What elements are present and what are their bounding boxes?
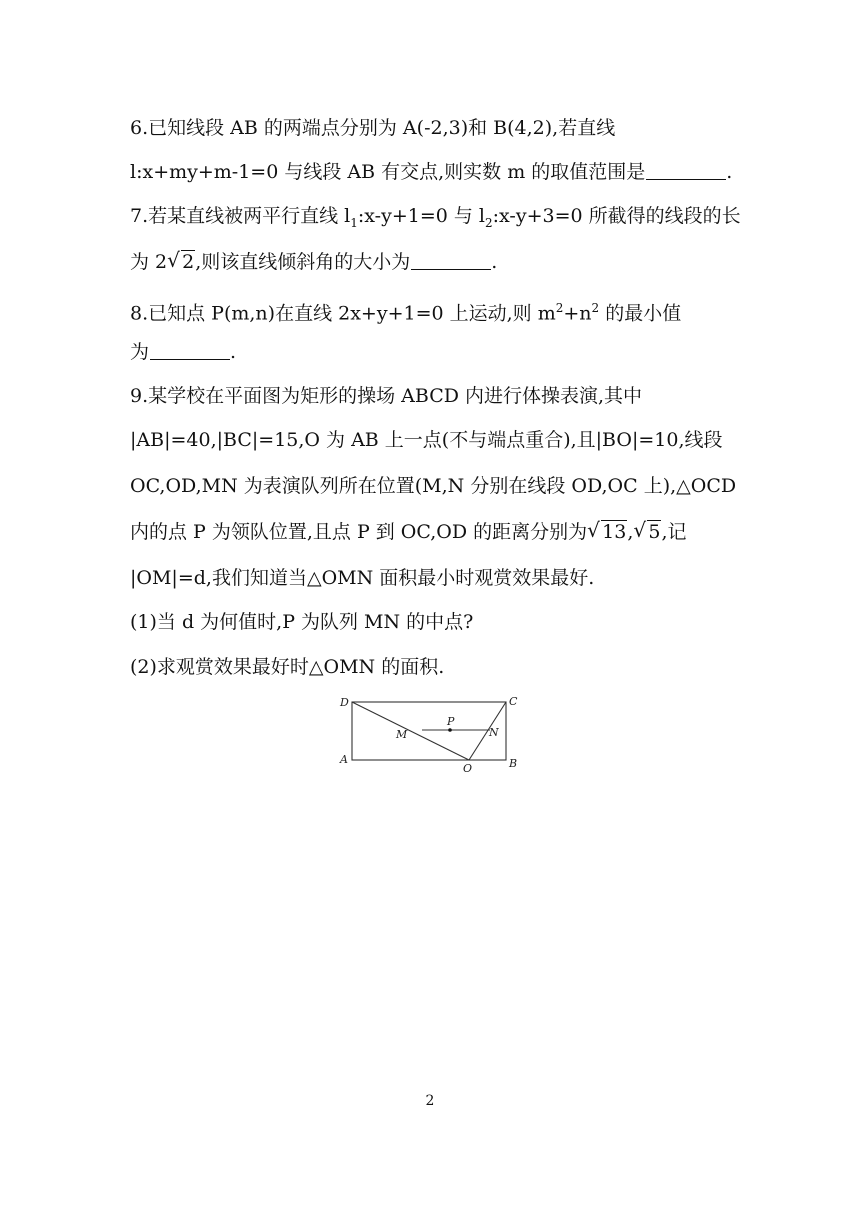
q7-sub1: 1: [350, 215, 358, 230]
geometry-figure: [338, 692, 522, 776]
answer-blank-q8[interactable]: [150, 341, 230, 360]
q7-text-c: :x-y+3=0 所截得的线段的长: [492, 205, 741, 227]
label-D: D: [340, 696, 349, 709]
q8-text-b: +n: [563, 302, 592, 325]
q6-line1: 6.已知线段 AB 的两端点分别为 A(-2,3)和 B(4,2),若直线: [130, 117, 616, 139]
label-M: M: [396, 728, 408, 741]
radical-sign: √: [633, 518, 647, 542]
label-P: P: [447, 715, 455, 728]
q8-text-c: 的最小值: [599, 302, 682, 325]
q9-sqrt1: [587, 518, 627, 546]
q9-line5: |OM|=d,我们知道当△OMN 面积最小时观赏效果最好.: [130, 567, 595, 589]
label-N: N: [489, 726, 499, 739]
q9-line2: |AB|=40,|BC|=15,O 为 AB 上一点(不与端点重合),且|BO|=10,线段: [130, 429, 723, 451]
q8-sup1: 2: [555, 301, 564, 315]
q7-sqrt: [167, 248, 195, 276]
page-number: 2: [425, 1093, 435, 1109]
q7-line2-a: 为 2: [130, 251, 168, 273]
q6-period: .: [726, 161, 733, 183]
q9-part2: (2)求观赏效果最好时△OMN 的面积.: [130, 656, 445, 678]
q8-line1: [130, 294, 681, 327]
segment-OC: [469, 702, 506, 760]
q9-sqrt2: [633, 518, 661, 546]
q9-line4-a: 内的点 P 为领队位置,且点 P 到 OC,OD 的距离分别为: [130, 521, 588, 543]
q7-text-b: :x-y+1=0 与 l: [357, 205, 485, 227]
q9-line4: [130, 518, 687, 546]
label-O: O: [463, 762, 473, 775]
q8-sup2: 2: [591, 301, 600, 315]
point-P: [448, 728, 452, 732]
q9-line3: OC,OD,MN 为表演队列所在位置(M,N 分别在线段 OD,OC 上),△OCD: [130, 475, 737, 497]
q7-line2: [130, 248, 497, 276]
radical-sign: √: [167, 248, 180, 272]
answer-blank-q6[interactable]: [646, 161, 726, 180]
q8-line2-text: 为: [130, 341, 150, 363]
q7-sub2: 2: [485, 215, 493, 230]
label-B: B: [509, 757, 518, 770]
q8-period: .: [230, 341, 237, 363]
q7-period: .: [491, 251, 498, 273]
q8-text-a: 8.已知点 P(m,n)在直线 2x+y+1=0 上运动,则 m: [130, 302, 556, 325]
q9-line1: 9.某学校在平面图为矩形的操场 ABCD 内进行体操表演,其中: [130, 385, 643, 407]
q6-line2-text: l:x+my+m-1=0 与线段 AB 有交点,则实数 m 的取值范围是: [130, 161, 646, 183]
q9-comma: ,: [627, 521, 634, 543]
q9-part1: (1)当 d 为何值时,P 为队列 MN 的中点?: [130, 611, 474, 633]
label-A: A: [340, 753, 348, 766]
q9-sqrt1-arg: 13: [602, 521, 627, 543]
q8-line2: [130, 338, 236, 366]
q9-sqrt2-arg: 5: [648, 521, 661, 543]
q7-sqrt-arg: 2: [182, 251, 195, 273]
q6-line2: [130, 158, 732, 186]
rectangle-ABCD: [352, 702, 506, 760]
q7-line1: [130, 202, 741, 237]
q7-line2-b: ,则该直线倾斜角的大小为: [195, 251, 411, 273]
q9-line4-b: ,记: [661, 521, 687, 543]
label-C: C: [509, 695, 518, 708]
radical-sign: √: [587, 518, 600, 542]
answer-blank-q7[interactable]: [411, 251, 491, 270]
q7-text-a: 7.若某直线被两平行直线 l: [130, 205, 351, 227]
